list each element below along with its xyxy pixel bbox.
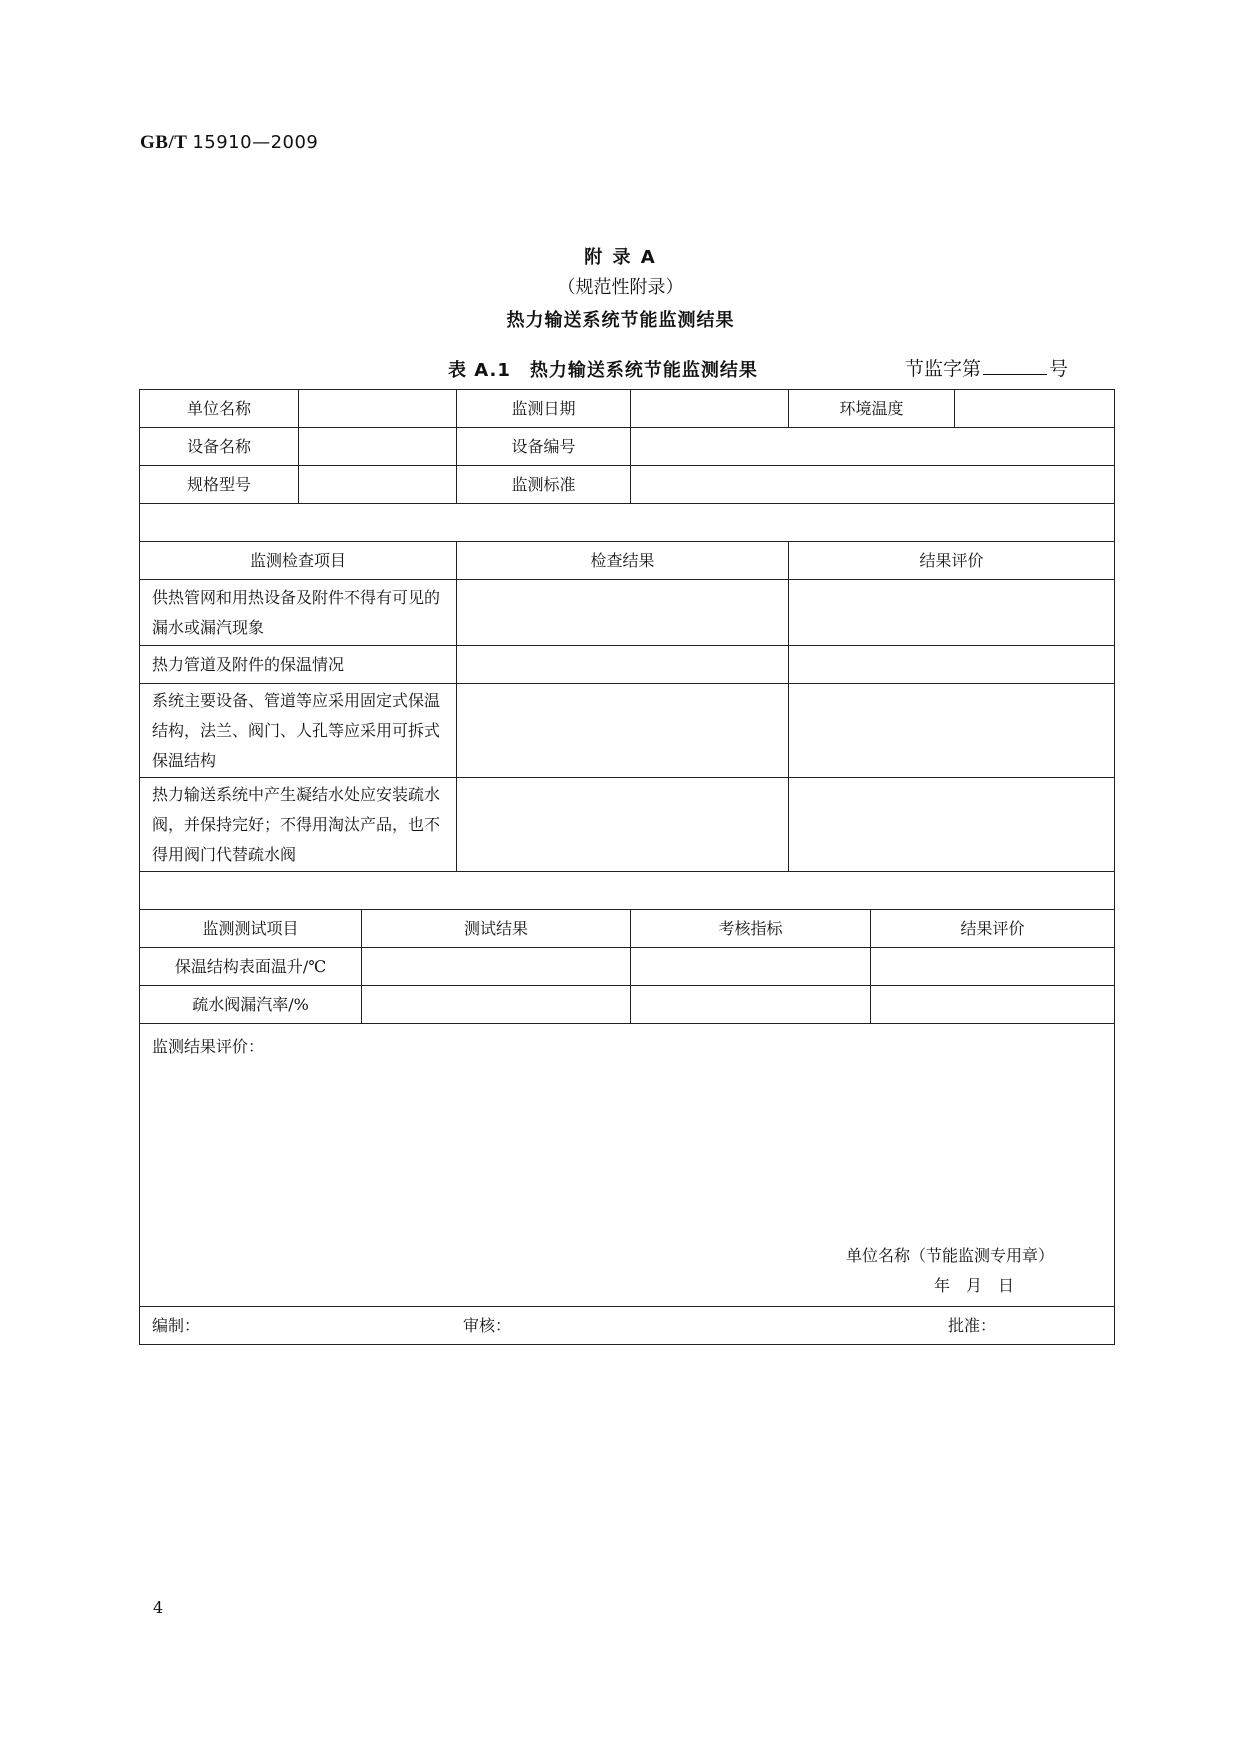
ambient-temp-label: 环境温度 [789, 390, 955, 428]
prepared-by-label: 编制： [152, 1316, 201, 1335]
test-header-evaluation: 结果评价 [871, 910, 1115, 948]
inspection-header-evaluation: 结果评价 [789, 542, 1115, 580]
inspection-evaluation-cell[interactable] [789, 684, 1115, 778]
test-indicator-cell[interactable] [631, 986, 871, 1024]
spec-model-label: 规格型号 [140, 466, 299, 504]
monitor-standard-value[interactable] [631, 466, 1115, 504]
inspection-row [140, 580, 1115, 646]
test-evaluation-cell[interactable] [871, 948, 1115, 986]
inspection-header-result: 检查结果 [457, 542, 789, 580]
test-header-indicator: 考核指标 [631, 910, 871, 948]
spec-model-value[interactable] [299, 466, 457, 504]
monitor-date-value[interactable] [631, 390, 789, 428]
info-row-3 [140, 466, 1115, 504]
unit-name-label: 单位名称 [140, 390, 299, 428]
inspection-row [140, 684, 1115, 778]
inspection-item: 热力输送系统中产生凝结水处应安装疏水阀，并保持完好；不得用淘汰产品，也不得用阀门代替疏水阀 [140, 778, 457, 872]
standard-code [140, 132, 318, 154]
test-indicator-cell[interactable] [631, 948, 871, 986]
inspection-result-cell[interactable] [457, 778, 789, 872]
device-name-value[interactable] [299, 428, 457, 466]
approved-by-label: 批准： [948, 1316, 997, 1335]
appendix-subtitle: （规范性附录） [557, 277, 684, 298]
page-number: 4 [153, 1598, 164, 1617]
inspection-header-row [140, 542, 1115, 580]
inspection-result-cell[interactable] [457, 646, 789, 684]
test-row [140, 948, 1115, 986]
test-item: 保温结构表面温升/℃ [140, 948, 362, 986]
inspection-header-item: 监测检查项目 [140, 542, 457, 580]
serial-number-field[interactable] [905, 354, 1068, 381]
inspection-evaluation-cell[interactable] [789, 580, 1115, 646]
test-header-item: 监测测试项目 [140, 910, 362, 948]
monitor-standard-label: 监测标准 [457, 466, 631, 504]
serial-prefix: 节监字第 [905, 358, 982, 380]
inspection-evaluation-cell[interactable] [789, 778, 1115, 872]
signature-row [140, 1307, 1115, 1345]
serial-suffix: 号 [1049, 358, 1069, 380]
monitor-date-label: 监测日期 [457, 390, 631, 428]
spacer-row [140, 872, 1115, 910]
test-header-row [140, 910, 1115, 948]
spacer-row [140, 504, 1115, 542]
signature-cell [140, 1307, 1115, 1345]
table-caption: 表 A.1 热力输送系统节能监测结果 [448, 360, 758, 381]
inspection-evaluation-cell[interactable] [789, 646, 1115, 684]
inspection-result-cell[interactable] [457, 684, 789, 778]
standard-prefix: GB/T [140, 132, 188, 153]
appendix-title: 附 录 A [584, 247, 657, 268]
inspection-row [140, 646, 1115, 684]
evaluation-label: 监测结果评价： [152, 1037, 265, 1056]
evaluation-cell[interactable] [140, 1024, 1115, 1307]
test-evaluation-cell[interactable] [871, 986, 1115, 1024]
inspection-item: 热力管道及附件的保温情况 [140, 646, 457, 684]
test-result-cell[interactable] [362, 986, 631, 1024]
reviewed-by-label: 审核： [463, 1316, 512, 1335]
unit-name-value[interactable] [299, 390, 457, 428]
date-label: 年 月 日 [934, 1276, 1015, 1295]
test-result-cell[interactable] [362, 948, 631, 986]
info-row-2 [140, 428, 1115, 466]
standard-number: 15910—2009 [192, 132, 319, 153]
test-item: 疏水阀漏汽率/% [140, 986, 362, 1024]
stamp-label: 单位名称（节能监测专用章） [846, 1246, 1055, 1265]
test-row [140, 986, 1115, 1024]
inspection-item: 系统主要设备、管道等应采用固定式保温结构，法兰、阀门、人孔等应采用可拆式保温结构 [140, 684, 457, 778]
inspection-result-cell[interactable] [457, 580, 789, 646]
inspection-item: 供热管网和用热设备及附件不得有可见的漏水或漏汽现象 [140, 580, 457, 646]
device-no-value[interactable] [631, 428, 1115, 466]
device-name-label: 设备名称 [140, 428, 299, 466]
device-no-label: 设备编号 [457, 428, 631, 466]
appendix-name: 热力输送系统节能监测结果 [506, 310, 735, 331]
blank-cell [140, 872, 1115, 910]
blank-cell [140, 504, 1115, 542]
test-header-result: 测试结果 [362, 910, 631, 948]
ambient-temp-value[interactable] [955, 390, 1115, 428]
inspection-row [140, 778, 1115, 872]
monitoring-results-table [139, 389, 1115, 1345]
info-row-1 [140, 390, 1115, 428]
evaluation-row [140, 1024, 1115, 1307]
serial-blank[interactable] [983, 356, 1047, 375]
